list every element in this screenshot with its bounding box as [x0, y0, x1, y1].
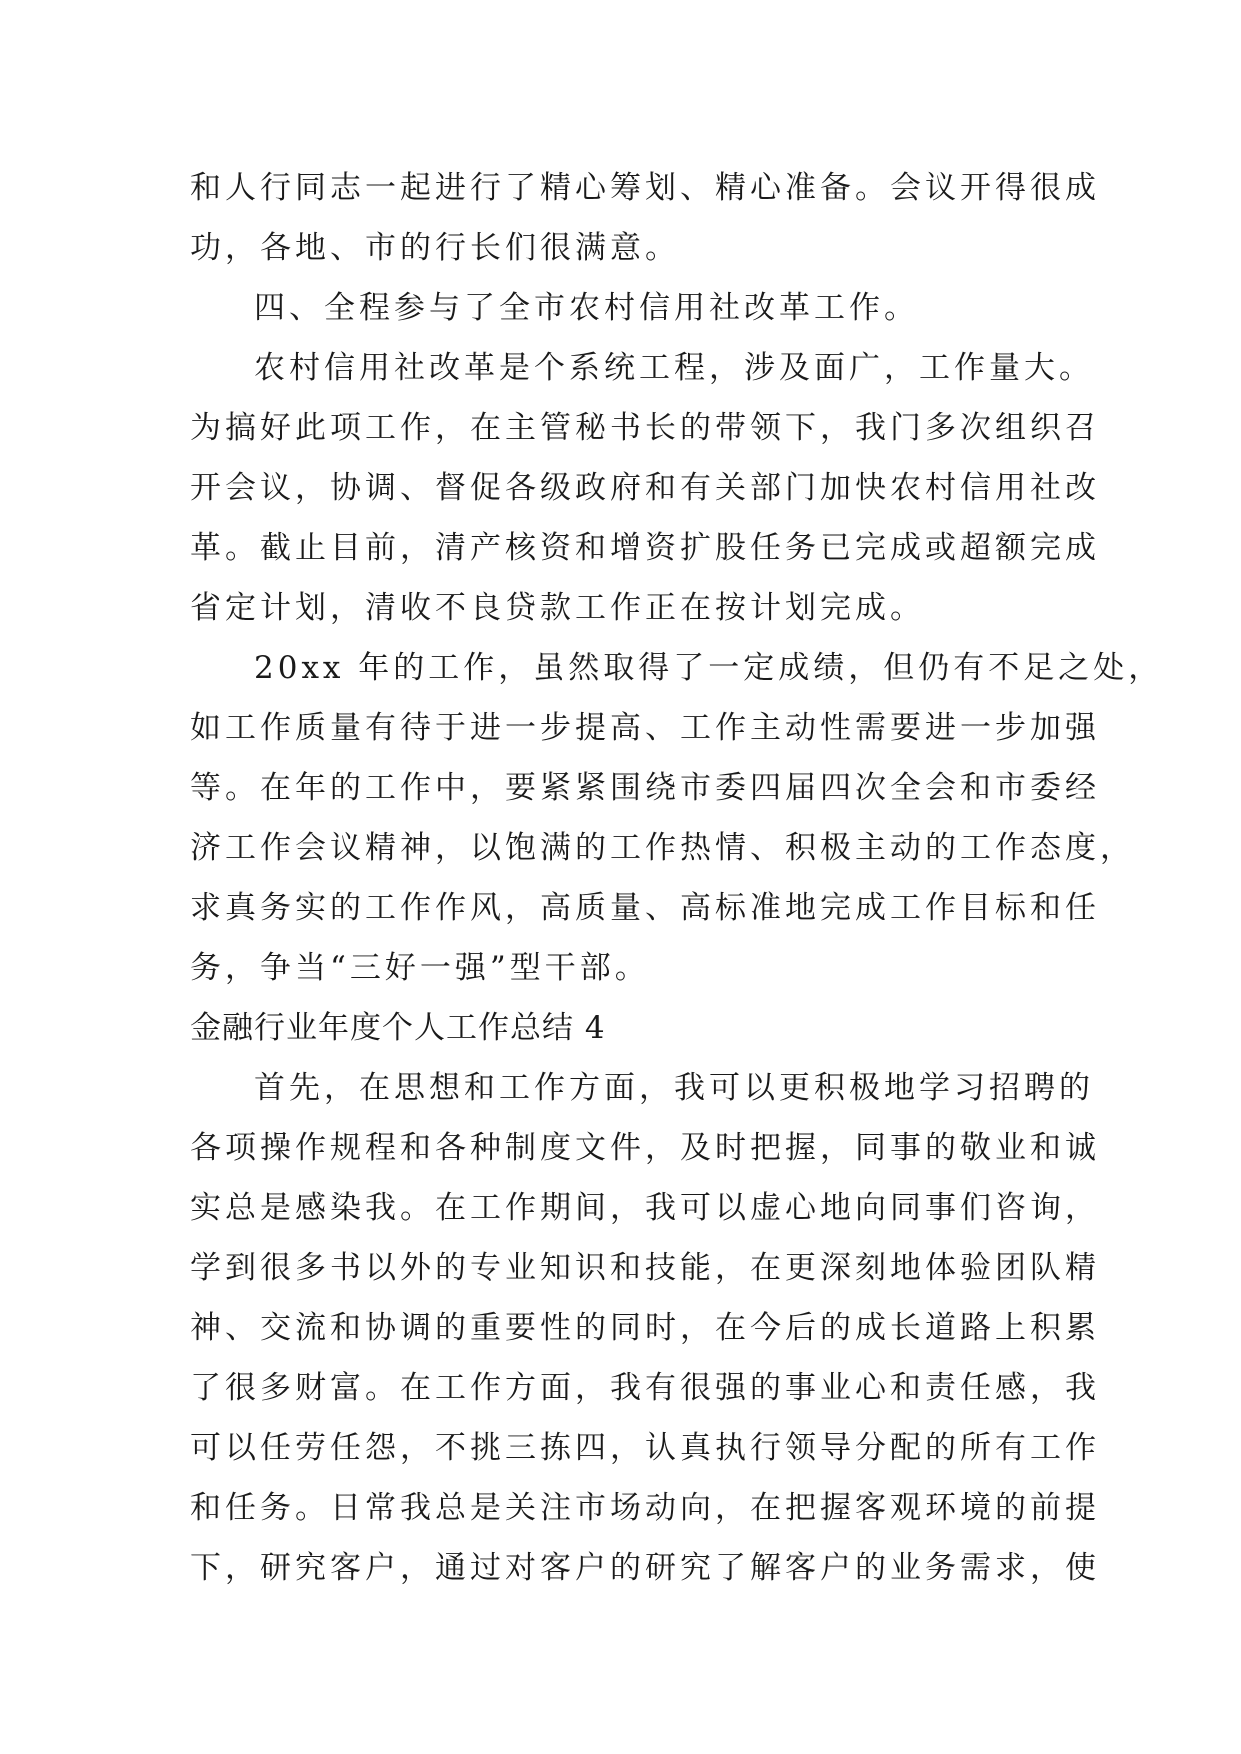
text-line: 和任务。日常我总是关注市场动向，在把握客观环境的前提 — [190, 1490, 1100, 1526]
text-line: 如工作质量有待于进一步提高、工作主动性需要进一步加强 — [190, 710, 1100, 746]
text-line: 务，争当“三好一强”型干部。 — [190, 950, 650, 986]
text-line: 各项操作规程和各种制度文件，及时把握，同事的敬业和诚 — [190, 1130, 1100, 1166]
text-line: 为搞好此项工作，在主管秘书长的带领下，我门多次组织召 — [190, 410, 1100, 446]
text-line: 学到很多书以外的专业知识和技能，在更深刻地体验团队精 — [190, 1250, 1100, 1286]
text-line: 20xx 年的工作，虽然取得了一定成绩，但仍有不足之处， — [254, 650, 1164, 686]
text-line: 下，研究客户，通过对客户的研究了解客户的业务需求，使 — [190, 1550, 1100, 1586]
text-line: 功，各地、市的行长们很满意。 — [190, 230, 680, 266]
text-line: 革。截止目前，清产核资和增资扩股任务已完成或超额完成 — [190, 530, 1100, 566]
text-line: 求真务实的工作作风，高质量、高标准地完成工作目标和任 — [190, 890, 1100, 926]
text-line: 实总是感染我。在工作期间，我可以虚心地向同事们咨询， — [190, 1190, 1100, 1226]
document-body — [190, 158, 1164, 1598]
text-line: 了很多财富。在工作方面，我有很强的事业心和责任感，我 — [190, 1370, 1100, 1406]
text-line: 和人行同志一起进行了精心筹划、精心准备。会议开得很成 — [190, 170, 1100, 206]
text-line: 等。在年的工作中，要紧紧围绕市委四届四次全会和市委经 — [190, 770, 1100, 806]
text-line: 神、交流和协调的重要性的同时，在今后的成长道路上积累 — [190, 1310, 1100, 1346]
text-line: 四、全程参与了全市农村信用社改革工作。 — [254, 290, 919, 326]
text-line: 可以任劳任怨，不挑三拣四，认真执行领导分配的所有工作 — [190, 1430, 1100, 1466]
text-line: 省定计划，清收不良贷款工作正在按计划完成。 — [190, 590, 925, 626]
text-line: 农村信用社改革是个系统工程，涉及面广，工作量大。 — [254, 350, 1094, 386]
section-heading: 金融行业年度个人工作总结 4 — [190, 1010, 606, 1046]
text-line: 开会议，协调、督促各级政府和有关部门加快农村信用社改 — [190, 470, 1100, 506]
text-line: 首先，在思想和工作方面，我可以更积极地学习招聘的 — [254, 1070, 1094, 1106]
text-line: 济工作会议精神，以饱满的工作热情、积极主动的工作态度， — [190, 830, 1135, 866]
